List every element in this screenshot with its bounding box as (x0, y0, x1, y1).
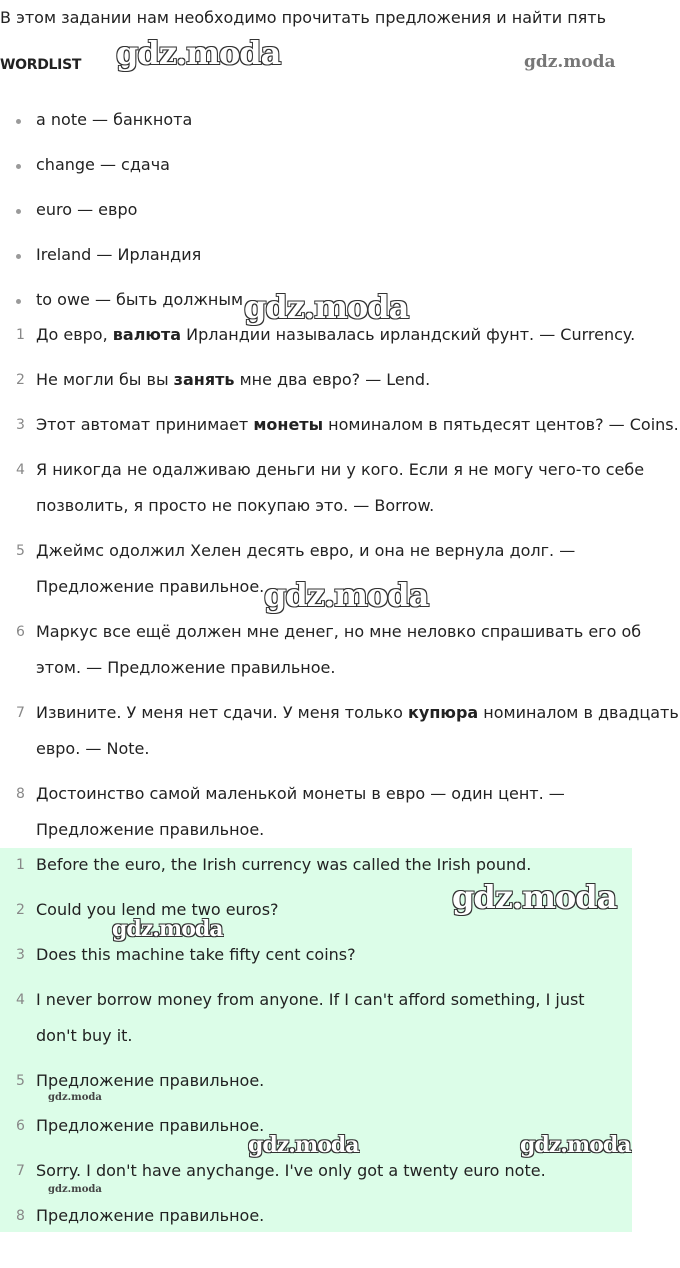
item-number: 4 (16, 992, 25, 1008)
item-number: 4 (16, 462, 25, 478)
sentence-line: Маркус все ещё должен мне денег, но мне неловко спрашивать его об (36, 622, 642, 641)
watermark-logo: gdz.moda (48, 1184, 102, 1195)
sentence-line: Извините. У меня нет сдачи. У меня только купюра номиналом в двадцать (36, 703, 679, 722)
watermark-logo: gdz.moda (524, 52, 616, 72)
sentence-line: Я никогда не одалживаю деньги ни у кого. Если я не могу чего-то себе (36, 460, 645, 479)
item-number: 1 (16, 327, 25, 343)
sentence-line: До евро, валюта Ирландии называлась ирландский фунт. — Currency. (36, 325, 636, 344)
wordlist-item: to owe — быть должным (36, 290, 244, 309)
watermark-logo: gdz.moda (112, 916, 223, 942)
bullet-icon (16, 209, 21, 214)
watermark-logo: gdz.moda (520, 1132, 631, 1158)
sentence-line: Не могли бы вы занять мне два евро? — Lend. (36, 370, 431, 389)
sentence-line: Предложение правильное. (36, 1116, 265, 1135)
sentence-line: don't buy it. (36, 1026, 133, 1045)
sentence-line: Sorry. I don't have anychange. I've only got a twenty euro note. (36, 1161, 546, 1180)
watermark-logo: gdz.moda (116, 34, 281, 72)
item-number: 5 (16, 543, 25, 559)
item-number: 2 (16, 902, 25, 918)
sentence-line: Предложение правильное. (36, 1071, 265, 1090)
watermark-logo: gdz.moda (48, 1092, 102, 1103)
item-number: 6 (16, 1118, 25, 1134)
bullet-icon (16, 299, 21, 304)
watermark-logo: gdz.moda (248, 1132, 359, 1158)
sentence-line: евро. — Note. (36, 739, 150, 758)
item-number: 1 (16, 857, 25, 873)
sentence-line: Этот автомат принимает монеты номиналом в пятьдесят центов? — Coins. (36, 415, 679, 434)
sentence-line: Before the euro, the Irish currency was called the Irish pound. (36, 855, 532, 874)
wordlist-item: Ireland — Ирландия (36, 245, 202, 264)
item-number: 5 (16, 1073, 25, 1089)
sentence-line: I never borrow money from anyone. If I can't afford something, I just (36, 990, 585, 1009)
item-number: 6 (16, 624, 25, 640)
sentence-line: Джеймс одолжил Хелен десять евро, и она не вернула долг. — (36, 541, 576, 560)
intro-text: В этом задании нам необходимо прочитать предложения и найти пять (0, 8, 607, 27)
bullet-icon (16, 119, 21, 124)
sentence-line: Предложение правильное. (36, 1206, 265, 1225)
item-number: 3 (16, 417, 25, 433)
watermark-logo: gdz.moda (244, 288, 409, 326)
bullet-icon (16, 164, 21, 169)
item-number: 3 (16, 947, 25, 963)
item-number: 2 (16, 372, 25, 388)
sentence-line: этом. — Предложение правильное. (36, 658, 336, 677)
wordlist-item: change — сдача (36, 155, 170, 174)
sentence-line: позволить, я просто не покупаю это. — Borrow. (36, 496, 435, 515)
sentence-line: Could you lend me two euros? (36, 900, 279, 919)
wordlist-title: WORDLIST (0, 57, 82, 73)
watermark-logo: gdz.moda (452, 878, 617, 916)
sentence-line: Предложение правильное. (36, 820, 265, 839)
bullet-icon (16, 254, 21, 259)
wordlist-item: euro — евро (36, 200, 138, 219)
sentence-line: Предложение правильное. (36, 577, 265, 596)
item-number: 7 (16, 705, 25, 721)
item-number: 8 (16, 786, 25, 802)
sentence-line: Достоинство самой маленькой монеты в евро — один цент. — (36, 784, 565, 803)
item-number: 8 (16, 1208, 25, 1224)
wordlist-item: a note — банкнота (36, 110, 193, 129)
item-number: 7 (16, 1163, 25, 1179)
sentence-line: Does this machine take fifty cent coins? (36, 945, 356, 964)
watermark-logo: gdz.moda (264, 576, 429, 614)
